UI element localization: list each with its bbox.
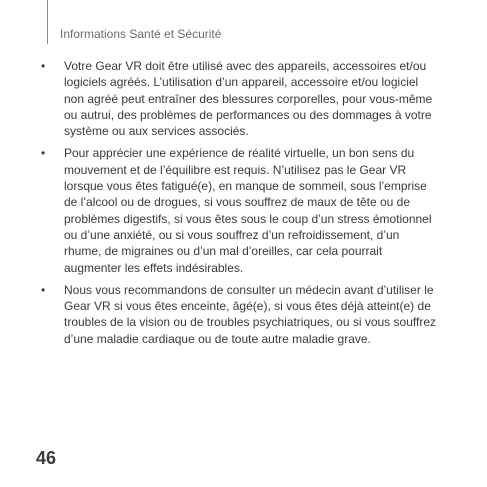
bullet-marker: • (41, 59, 46, 73)
page-number: 46 (36, 448, 57, 468)
bullet-item (38, 58, 438, 139)
bullet-text: Votre Gear VR doit être utilisé avec des appareils, accessoires et/ou logiciels agréés. L’utilisation d’un appareil, accessoire et/ou logiciel non agréé peut entraîner des blessures corporelles, pour vous-même ou autrui, des problèmes de performances ou des dommages à votre système ou aux services associés. (64, 59, 433, 139)
bullet-item (38, 282, 438, 347)
header-divider (47, 0, 48, 44)
safety-bullet-list (38, 58, 438, 353)
bullet-marker: • (41, 146, 46, 161)
bullet-item (38, 145, 438, 275)
bullet-text: Pour apprécier une expérience de réalité virtuelle, un bon sens du mouvement et de l’équilibre est requis. N’utilisez pas le Gear VR lorsque vous êtes fatigué(e), en manque de sommeil, sous l’emprise de l’alcool ou de drogues, si vous souffrez de maux de tête ou de problèmes digestifs, si vous êtes sous le coup d’un stress émotionnel ou d’une anxiété, ou si vous souffrez d’un refroidissement, d’un rhume, de migraines ou d’un mal d’oreilles, car cela pourrait augmenter les effets indésirables. (64, 146, 432, 275)
bullet-marker: • (41, 282, 46, 297)
bullet-text: Nous vous recommandons de consulter un médecin avant d’utiliser le Gear VR si vous êtes enceinte, âgé(e), si vous êtes déjà atteint(e) de troubles de la vision ou de troubles psychiatriques, ou si vous souffrez d’une maladie cardiaque ou de toute autre maladie grave. (64, 282, 436, 346)
section-title: Informations Santé et Sécurité (60, 27, 222, 41)
